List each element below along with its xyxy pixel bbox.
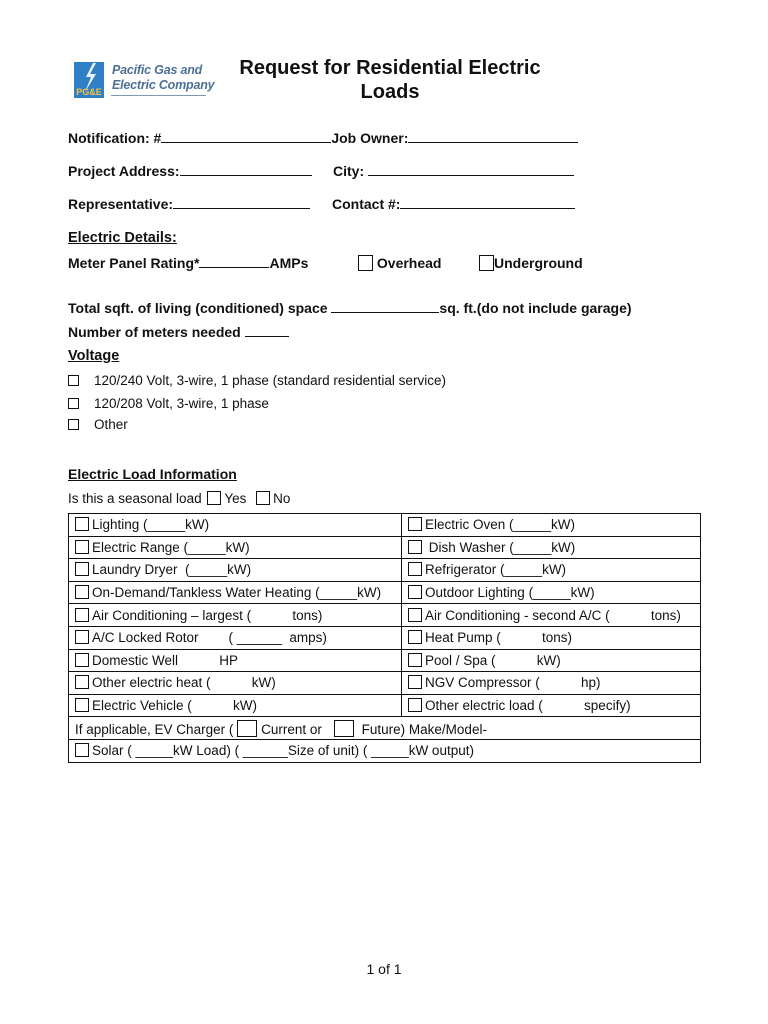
solar-checkbox[interactable]	[75, 743, 89, 757]
load-item-checkbox[interactable]	[75, 653, 89, 667]
job-owner-label: Job Owner	[331, 130, 404, 146]
voltage-option-3: Other	[68, 417, 128, 432]
amps-label: AMPs	[269, 255, 309, 271]
voltage-option-1: 120/240 Volt, 3-wire, 1 phase (standard residential service)	[68, 373, 446, 388]
sqft-row	[68, 300, 632, 316]
meters-field[interactable]	[245, 324, 289, 337]
load-item-checkbox[interactable]	[408, 675, 422, 689]
notification-field[interactable]	[161, 130, 331, 143]
load-item-right	[402, 672, 701, 695]
table-row	[69, 717, 701, 740]
load-item-checkbox[interactable]	[408, 585, 422, 599]
seasonal-yes-checkbox[interactable]	[207, 491, 221, 505]
table-row	[69, 581, 701, 604]
load-item-left	[69, 626, 402, 649]
load-item-label: Electric Vehicle ( kW)	[92, 698, 258, 714]
project-address-row: Project Address:	[68, 163, 312, 179]
load-item-left	[69, 536, 402, 559]
load-item-right	[402, 649, 701, 672]
voltage-option-2: 120/208 Volt, 3-wire, 1 phase	[68, 396, 269, 411]
load-item-label: Heat Pump ( tons)	[425, 630, 573, 646]
meter-panel-label: Meter Panel Rating*	[68, 255, 200, 271]
representative-row: Representative:	[68, 196, 310, 212]
load-item-checkbox[interactable]	[75, 630, 89, 644]
load-item-label: Refrigerator (_____kW)	[425, 562, 567, 578]
table-row	[69, 739, 701, 762]
underground-option	[479, 255, 583, 271]
load-item-label: Outdoor Lighting (_____kW)	[425, 585, 595, 601]
load-item-left	[69, 604, 402, 627]
meter-panel-row	[68, 255, 308, 271]
load-item-checkbox[interactable]	[75, 562, 89, 576]
table-row	[69, 514, 701, 537]
load-info-heading: Electric Load Information	[68, 466, 237, 482]
load-item-left	[69, 649, 402, 672]
contact-label: Contact #	[332, 196, 396, 212]
load-item-checkbox[interactable]	[75, 675, 89, 689]
load-item-right	[402, 694, 701, 717]
contact-field[interactable]	[400, 196, 575, 209]
solar-cell: Solar ( _____kW Load) ( ______Size of unit) ( _____kW output)	[69, 739, 701, 762]
sqft-suffix: sq. ft.(do not include garage)	[439, 300, 632, 316]
load-item-checkbox[interactable]	[75, 540, 89, 554]
seasonal-question: Is this a seasonal load	[68, 491, 202, 506]
load-item-right	[402, 604, 701, 627]
representative-field[interactable]	[173, 196, 310, 209]
load-item-checkbox[interactable]	[75, 585, 89, 599]
table-row	[69, 536, 701, 559]
load-item-label: Domestic Well HP	[92, 652, 239, 668]
underground-checkbox[interactable]	[479, 255, 494, 271]
load-item-left	[69, 672, 402, 695]
overhead-checkbox[interactable]	[358, 255, 373, 271]
table-row	[69, 559, 701, 582]
voltage-heading: Voltage	[68, 348, 120, 364]
ev-charger-cell: If applicable, EV Charger ( Current or Future) Make/Model-	[69, 717, 701, 740]
company-name-line2: Electric Company	[112, 78, 215, 92]
load-item-left	[69, 559, 402, 582]
load-item-left	[69, 514, 402, 537]
job-owner-field[interactable]	[408, 130, 578, 143]
representative-label: Representative	[68, 196, 169, 212]
city-row: City:	[333, 163, 574, 179]
svg-text:PG&E: PG&E	[76, 87, 102, 97]
load-item-checkbox[interactable]	[408, 653, 422, 667]
load-item-right	[402, 581, 701, 604]
electric-details-heading: Electric Details:	[68, 230, 177, 246]
load-item-checkbox[interactable]	[408, 517, 422, 531]
page-number: 1 of 1	[366, 961, 402, 977]
sqft-field[interactable]	[331, 300, 439, 313]
load-table	[68, 513, 701, 763]
load-item-checkbox[interactable]	[408, 540, 422, 554]
table-row	[69, 649, 701, 672]
load-item-right	[402, 536, 701, 559]
table-row	[69, 626, 701, 649]
city-label: City	[333, 163, 360, 179]
meter-panel-field[interactable]	[199, 255, 269, 268]
contact-row: Contact #:	[332, 196, 575, 212]
table-row	[69, 694, 701, 717]
project-address-label: Project Address	[68, 163, 175, 179]
load-item-right	[402, 514, 701, 537]
voltage-checkbox[interactable]	[68, 375, 79, 386]
project-address-field[interactable]	[180, 163, 312, 176]
title-line2: Loads	[360, 81, 420, 103]
seasonal-row	[68, 491, 290, 506]
load-item-checkbox[interactable]	[75, 608, 89, 622]
table-row	[69, 672, 701, 695]
load-item-right	[402, 559, 701, 582]
load-item-left	[69, 581, 402, 604]
load-item-label: Lighting (_____kW)	[92, 517, 210, 533]
table-row	[69, 604, 701, 627]
load-item-label: On-Demand/Tankless Water Heating (_____kW)	[92, 585, 382, 601]
logo-underline	[111, 95, 206, 96]
seasonal-no-label: No	[273, 491, 291, 506]
load-item-left	[69, 694, 402, 717]
meters-row	[68, 324, 289, 340]
notification-label: Notification	[68, 130, 145, 146]
page-title	[200, 56, 580, 104]
seasonal-no-checkbox[interactable]	[256, 491, 270, 505]
load-item-label: Laundry Dryer (_____kW)	[92, 562, 252, 578]
company-name-line1: Pacific Gas and	[112, 63, 203, 77]
underground-label: Underground	[494, 255, 583, 271]
sqft-label: Total sqft. of living (conditioned) space	[68, 300, 328, 316]
overhead-label: Overhead	[376, 255, 442, 271]
voltage-checkbox[interactable]	[68, 419, 79, 430]
meters-label: Number of meters needed	[68, 324, 241, 340]
load-item-label: Air Conditioning - second A/C ( tons)	[425, 607, 681, 623]
title-line1: Request for Residential Electric	[239, 57, 541, 79]
load-item-checkbox[interactable]	[408, 562, 422, 576]
load-item-checkbox[interactable]	[408, 630, 422, 644]
overhead-option	[358, 255, 441, 271]
load-item-right	[402, 626, 701, 649]
load-item-label: A/C Locked Rotor ( ______ amps)	[92, 630, 327, 646]
ev-future-checkbox[interactable]	[334, 720, 354, 737]
voltage-checkbox[interactable]	[68, 398, 79, 409]
load-item-label: Electric Range (_____kW)	[92, 539, 250, 555]
load-item-label: Pool / Spa ( kW)	[425, 652, 561, 668]
load-item-checkbox[interactable]	[75, 698, 89, 712]
load-item-label: Other electric load ( specify)	[425, 698, 631, 714]
load-item-label: Dish Washer (_____kW)	[425, 539, 576, 555]
city-field[interactable]	[368, 163, 574, 176]
load-item-label: NGV Compressor ( hp)	[425, 675, 601, 691]
pge-logo-mark	[74, 62, 104, 98]
load-item-label: Other electric heat ( kW)	[92, 675, 276, 691]
load-item-checkbox[interactable]	[75, 517, 89, 531]
load-item-checkbox[interactable]	[408, 698, 422, 712]
ev-current-checkbox[interactable]	[237, 720, 257, 737]
load-item-label: Air Conditioning – largest ( tons)	[92, 607, 323, 623]
load-item-checkbox[interactable]	[408, 608, 422, 622]
load-item-label: Electric Oven (_____kW)	[425, 517, 576, 533]
seasonal-yes-label: Yes	[224, 491, 247, 506]
notification-row: Notification: # Job Owner:	[68, 130, 578, 146]
